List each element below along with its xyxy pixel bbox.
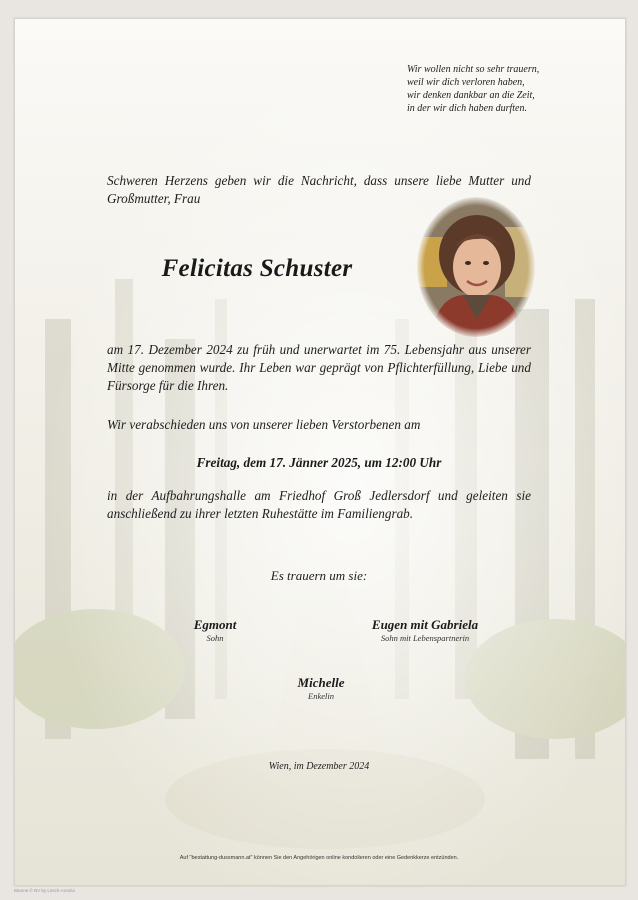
quote-line: Wir wollen nicht so sehr trauern, (407, 64, 540, 75)
deceased-name: Felicitas Schuster (161, 255, 353, 282)
quote-line: in der wir dich haben durften. (407, 103, 527, 114)
quote-line: weil wir dich verloren haben, (407, 77, 525, 88)
mourner-name: Michelle (297, 675, 345, 690)
mourner-relation: Sohn mit Lebenspartnerin (380, 633, 470, 643)
mourner-michelle (261, 675, 381, 702)
mourner-egmont (155, 617, 275, 644)
portrait-photo (417, 197, 535, 337)
mourner-relation: Sohn (206, 633, 224, 643)
mourner-name: Egmont (193, 617, 237, 632)
mourners-heading: Es trauern um sie: (270, 568, 368, 583)
quote-line: wir denken dankbar an die Zeit, (407, 90, 535, 101)
mourner-eugen (345, 617, 505, 644)
mourner-name: Eugen mit Gabriela (371, 617, 479, 632)
farewell-date: Freitag, dem 17. Jänner 2025, um 12:00 Uhr (196, 455, 442, 470)
intro-text: Schweren Herzens geben wir die Nachricht, dass unsere liebe Mutter und Großmutter, Frau (107, 173, 531, 206)
image-credit: Bäume © BV by Lösch-Austria (14, 888, 75, 893)
memorial-quote (407, 63, 607, 115)
death-notice-paragraph: am 17. Dezember 2024 zu früh und unerwartet im 75. Lebensjahr aus unserer Mitte genommen wurde. Ihr Leben war geprägt von Pflichterfüllung, Liebe und Fürsorge für die Ihren. (107, 342, 531, 393)
obituary-page (14, 18, 626, 886)
mourner-relation: Enkelin (308, 691, 334, 701)
forest-background-image (15, 19, 625, 885)
farewell-intro-paragraph: Wir verabschieden uns von unserer lieben Verstorbenen am (107, 417, 421, 432)
burial-paragraph: in der Aufbahrungshalle am Friedhof Groß Jedlersdorf und geleiten sie anschließend zu ihrer letzten Ruhestätte im Familiengrab. (107, 488, 531, 521)
place-and-date: Wien, im Dezember 2024 (268, 761, 370, 772)
condolence-footer: Auf "bestattung-dussmann.at" können Sie den Angehörigen online kondolieren oder eine Gedenkkerze entzünden. (179, 855, 459, 861)
